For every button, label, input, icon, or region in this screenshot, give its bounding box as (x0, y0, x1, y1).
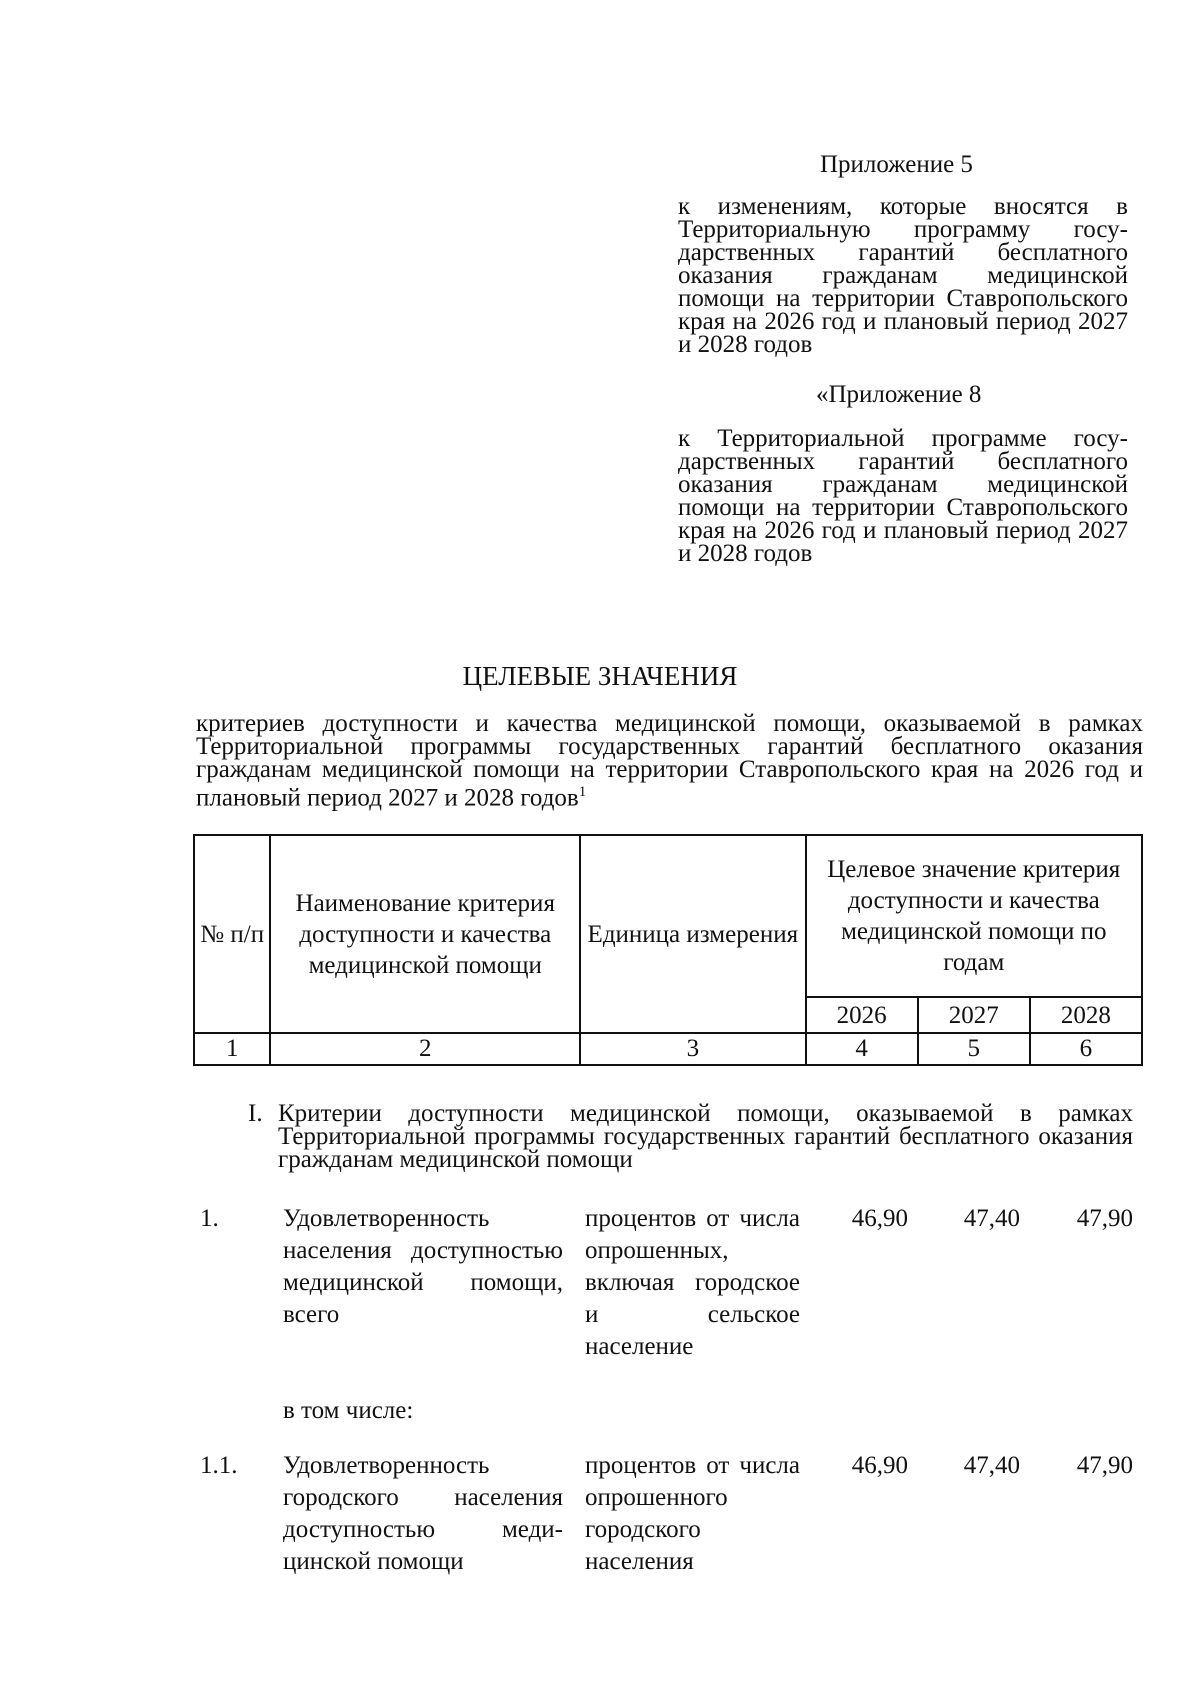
appendix-title: Приложение 5 (820, 151, 973, 178)
header-year-2026: 2026 (806, 997, 918, 1033)
row-value-2028: 47,90 (1076, 1205, 1133, 1232)
col-number: 5 (918, 1033, 1030, 1065)
col-number: 1 (194, 1033, 270, 1065)
page-subtitle (196, 710, 1143, 812)
row-unit: процентов от числа опрошенного городского населения (585, 1452, 800, 1575)
col-number: 3 (580, 1033, 806, 1065)
row-num: 1. (200, 1205, 219, 1232)
header-year-2028: 2028 (1030, 997, 1142, 1033)
header-num: № п/п (194, 835, 270, 1033)
row-name: Удовлетворенность городского населения доступностью медицинской помощи (283, 1452, 563, 1575)
row-name: Удовлетворенность населения доступностью медицинской помощи, всего (283, 1205, 563, 1328)
section-title: Критерии доступности медицинской помощи, оказываемой в рамках Территориальной программы государственных гарантий бесплатного оказания гражданам медицинской помощи (278, 1100, 1133, 1173)
header-unit: Единица измерения (580, 835, 806, 1033)
section-label: I. (248, 1100, 263, 1127)
footnote-mark: 1 (578, 784, 587, 800)
row-num: 1.1. (200, 1452, 238, 1479)
row-value-2027: 47,40 (963, 1205, 1020, 1232)
header-target: Целевое значение критерия доступности и качества медицинской помощи по годам (806, 835, 1142, 997)
appendix-title-2: «Приложение 8 (816, 381, 982, 408)
appendix-text-2: к Территориальной программе государственных гарантий бесплатного оказания гражданам медицинской помощи на территории Ставропольского края на 2026 год и плановый период 2027 и 2028 годов (678, 425, 1128, 567)
criteria-header-table (193, 834, 1143, 1066)
section-heading (248, 1102, 1133, 1182)
appendix-text: к изменениям, которые вносятся в Территориальную программу государственных гарантий бесплатного оказания гражданам медицинской помощи на территории Ставропольского края на 2026 год и плановый период 2027 и 2028 годов (678, 193, 1128, 358)
including-label: в том числе: (283, 1397, 414, 1424)
col-number: 4 (806, 1033, 918, 1065)
header-year-2027: 2027 (918, 997, 1030, 1033)
subtitle-text: критериев доступности и качества медицинской помощи, оказываемой в рамках Территориальной программы государственных гарантий бесплатного оказания гражданам медицинской помощи на территории Ставропольского края на 2026 год и плановый период 2027 и 2028 годов (196, 710, 1143, 812)
row-value-2026: 46,90 (851, 1205, 908, 1232)
row-value-2028: 47,90 (1076, 1452, 1133, 1479)
page-title: ЦЕЛЕВЫЕ ЗНАЧЕНИЯ (462, 661, 738, 691)
col-number: 2 (270, 1033, 580, 1065)
row-value-2027: 47,40 (963, 1452, 1020, 1479)
header-name: Наименование критерия доступности и качества медицинской помощи (270, 835, 580, 1033)
row-unit: процентов от числа опрошенных, включая городское и сельское население (585, 1205, 800, 1360)
row-value-2026: 46,90 (851, 1452, 908, 1479)
col-number: 6 (1030, 1033, 1142, 1065)
